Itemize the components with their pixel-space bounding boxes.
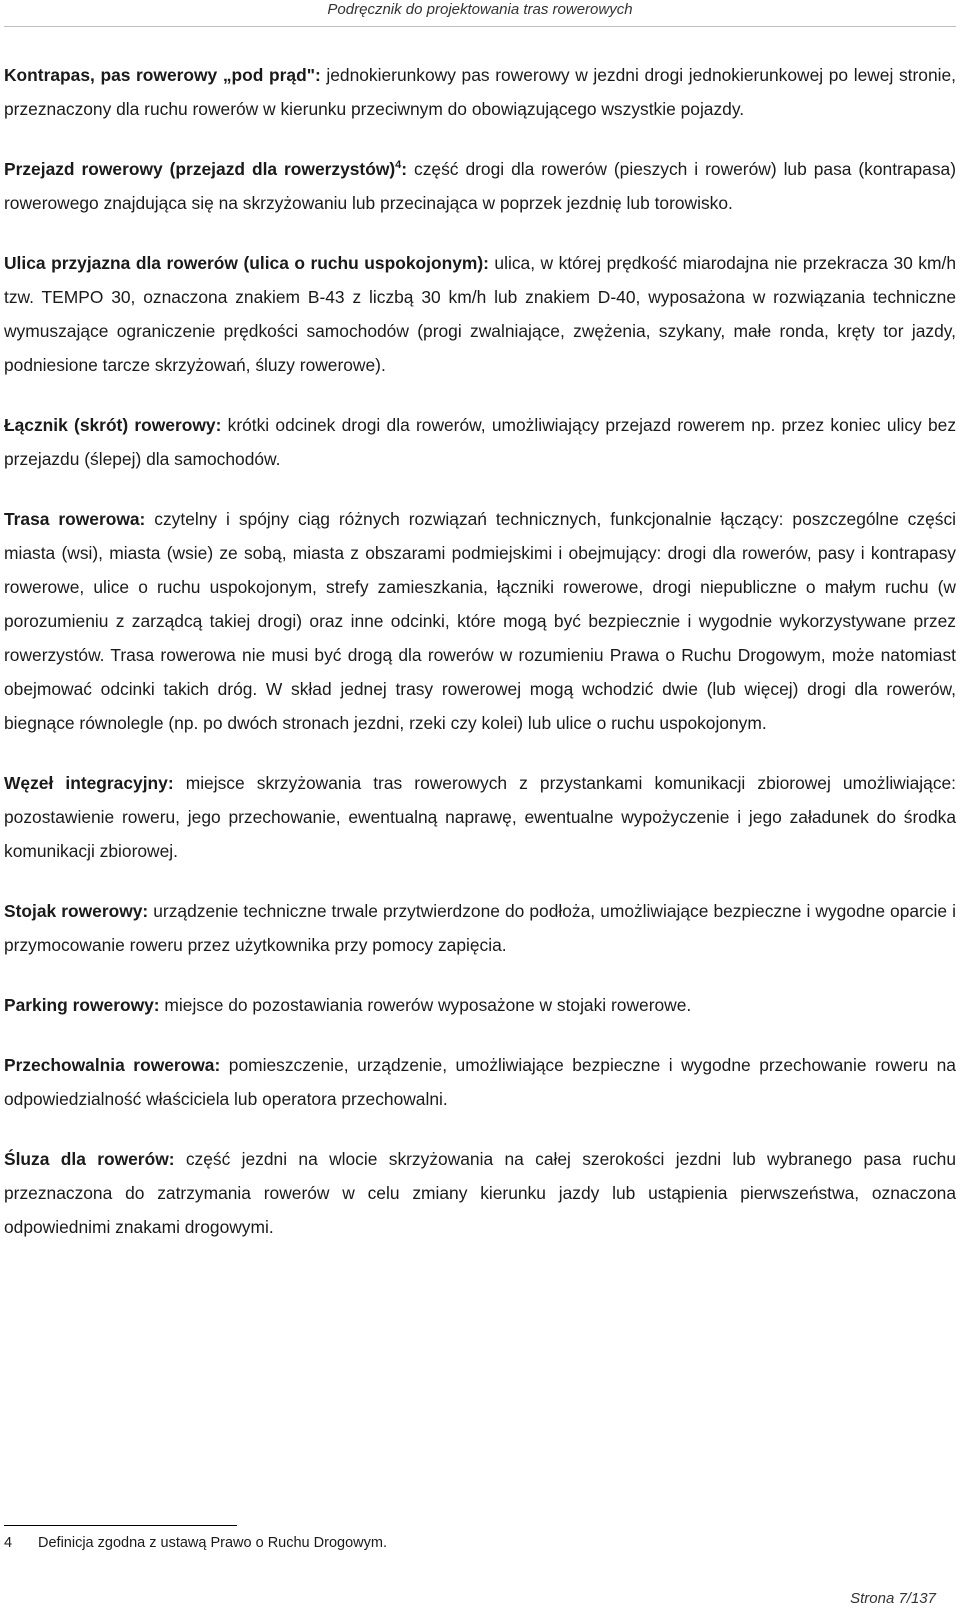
definition-entry-przechowalnia [4, 1048, 956, 1116]
definition-entry-sluza [4, 1142, 956, 1244]
header-divider [4, 26, 956, 27]
definition-entry-lacznik [4, 408, 956, 476]
footnote-number: 4 [4, 1535, 13, 1551]
definition-text: ulica, w której prędkość miarodajna nie przekracza 30 km/h tzw. TEMPO 30, oznaczona znakiem B-43 z liczbą 30 km/h lub znakiem D-40, wyposażona w rozwiązania techniczne wymuszające ograniczenie prędkości samochodów (progi zwalniające, zwężenia, szykany, małe ronda, kręty tor jazdy, podniesione tarcze skrzyżowań, śluzy rowerowe). [4, 253, 956, 375]
running-header [0, 0, 960, 20]
definition-text: część jezdni na wlocie skrzyżowania na całej szerokości jezdni lub wybranego pasa ruchu przeznaczona do zatrzymania rowerów w celu zmiany kierunku jazdy lub ustąpienia pierwszeństwa, oznaczona odpowiednimi znakami drogowymi. [4, 1149, 956, 1237]
definition-entry-stojak-rowerowy [4, 894, 956, 962]
page-number-label: Strona 7/137 [850, 1590, 936, 1607]
definition-text: urządzenie techniczne trwale przytwierdzone do podłoża, umożliwiające bezpieczne i wygodne oparcie i przymocowanie roweru przez użytkownika przy pomocy zapięcia. [4, 901, 956, 955]
definition-term: Stojak rowerowy: [4, 901, 149, 921]
definition-term: Trasa rowerowa: [4, 509, 146, 529]
definition-text: część drogi dla rowerów (pieszych i rowerów) lub pasa (kontrapasa) rowerowego znajdująca się na skrzyżowaniu lub przecinająca w poprzek jezdnię lub torowisko. [4, 159, 957, 213]
definition-term: Łącznik (skrót) rowerowy: [4, 415, 222, 435]
definition-term: Węzeł integracyjny: [4, 773, 174, 793]
footnote [4, 1534, 387, 1552]
document-body [4, 58, 956, 1270]
footnote-divider [4, 1525, 237, 1526]
definition-term: Śluza dla rowerów: [4, 1149, 175, 1169]
definition-text: czytelny i spójny ciąg różnych rozwiązań technicznych, funkcjonalnie łączący: poszczególne części miasta (wsi), miasta (wsie) ze sobą, miasta z obszarami podmiejskimi i obejmujący: drogi dla rowerów, pasy i kontrapasy rowerowe, ulice o ruchu uspokojonym, strefy zamieszkania, łączniki rowerowe, drogi niepubliczne o małym ruchu (w porozumieniu z zarządcą takiej drogi) oraz inne odcinki, które mogą być bezpiecznie i wygodnie wykorzystywane przez rowerzystów. Trasa rowerowa nie musi być drogą dla rowerów w rozumieniu Prawa o Ruchu Drogowym, może natomiast obejmować odcinki takich dróg. W skład jednej trasy rowerowej mogą wchodzić dwie (lub więcej) drogi dla rowerów, biegnące równolegle (np. po dwóch stronach jezdni, rzeki czy kolei) lub ulice o ruchu uspokojonym. [4, 509, 957, 733]
definition-entry-kontrapas [4, 58, 956, 126]
definition-entry-przejazd-rowerowy [4, 152, 956, 220]
definition-entry-wezel-integracyjny [4, 766, 956, 868]
definition-text: miejsce skrzyżowania tras rowerowych z przystankami komunikacji zbiorowej umożliwiające: pozostawienie roweru, jego przechowanie, ewentualną naprawę, ewentualne wypożyczenie i jego załadunek do środka komunikacji zbiorowej. [4, 773, 957, 861]
definition-entry-trasa-rowerowa [4, 502, 956, 740]
definition-term: Przechowalnia rowerowa: [4, 1055, 221, 1075]
footnote-reference[interactable]: 4 [395, 159, 402, 171]
definition-entry-parking-rowerowy [4, 988, 956, 1022]
page-number [850, 1589, 936, 1609]
definition-term-colon: : [401, 159, 408, 179]
definition-text: pomieszczenie, urządzenie, umożliwiające bezpieczne i wygodne przechowanie roweru na odpowiedzialność właściciela lub operatora przechowalni. [4, 1055, 956, 1109]
definition-term: Parking rowerowy: [4, 995, 160, 1015]
definition-text: krótki odcinek drogi dla rowerów, umożliwiający przejazd rowerem np. przez koniec ulicy bez przejazdu (ślepej) dla samochodów. [4, 415, 957, 469]
running-header-title: Podręcznik do projektowania tras rowerowych [327, 1, 633, 18]
definition-term: Ulica przyjazna dla rowerów (ulica o ruchu uspokojonym): [4, 253, 489, 273]
definition-text: miejsce do pozostawiania rowerów wyposażone w stojaki rowerowe. [159, 995, 692, 1015]
definition-text: jednokierunkowy pas rowerowy w jezdni drogi jednokierunkowej po lewej stronie, przeznaczony dla ruchu rowerów w kierunku przeciwnym do obowiązującego wszystkie pojazdy. [4, 65, 956, 119]
definition-term: Przejazd rowerowy (przejazd dla rowerzystów) [4, 159, 396, 179]
definition-term: Kontrapas, pas rowerowy „pod prąd": [4, 65, 321, 85]
definition-entry-ulica-przyjazna [4, 246, 956, 382]
footnote-text: Definicja zgodna z ustawą Prawo o Ruchu Drogowym. [38, 1535, 387, 1551]
